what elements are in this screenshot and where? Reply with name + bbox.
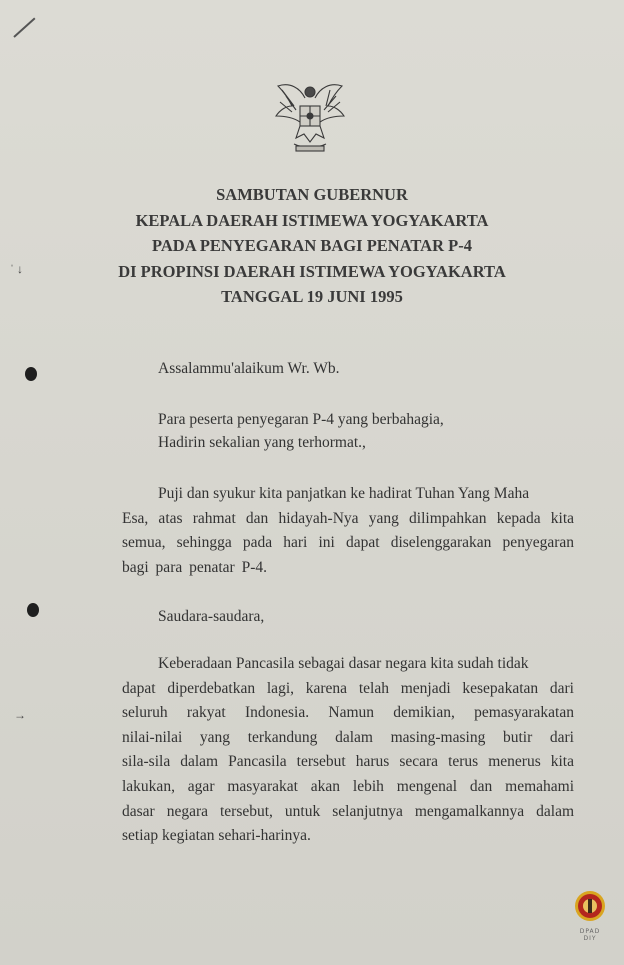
title-line: TANGGAL 19 JUNI 1995 <box>221 287 403 306</box>
title-line: PADA PENYEGARAN BAGI PENATAR P-4 <box>152 236 472 255</box>
paragraph-line: Puji dan syukur kita panjatkan ke hadirat Tuhan Yang Maha <box>158 485 530 502</box>
paragraph-line: dasar negara tersebut, untuk selanjutnya mengamalkannya dalam <box>122 802 574 820</box>
archive-seal-icon <box>573 889 607 923</box>
paragraph-line: seluruh rakyat Indonesia. Namun demikian, pemasyarakatan <box>122 704 574 722</box>
paragraph-opening <box>122 482 574 580</box>
paragraph-line: semua, sehingga pada hari ini dapat diselenggarakan penyegaran <box>122 534 574 551</box>
address-text: Saudara-saudara, <box>158 608 265 625</box>
staple-mark-icon: ˈ ↓ <box>10 262 23 276</box>
paragraph-line: sila-sila dalam Pancasila tersebut harus secara terus menerus kita <box>122 753 574 771</box>
salutation-text: Assalammu'alaikum Wr. Wb. <box>158 360 340 377</box>
paragraph-line: setiap kegiatan sehari-harinya. <box>122 827 311 845</box>
greeting <box>122 408 574 454</box>
speech-title <box>0 182 624 310</box>
staple-mark-icon: → <box>14 708 26 722</box>
greeting-line: Hadirin sekalian yang terhormat., <box>158 434 366 451</box>
punch-hole <box>25 367 37 381</box>
paragraph-line: bagi para penatar P-4. <box>122 558 267 576</box>
paragraph-line: dapat diperdebatkan lagi, karena telah menjadi kesepakatan dari <box>122 679 574 697</box>
paragraph-pancasila <box>122 652 574 849</box>
pen-mark <box>13 18 35 38</box>
title-line: SAMBUTAN GUBERNUR <box>216 185 408 204</box>
title-line: KEPALA DAERAH ISTIMEWA YOGYAKARTA <box>135 210 489 230</box>
stamp-line: DPAD <box>579 928 601 935</box>
stamp-line: DIY <box>583 935 597 942</box>
address <box>122 606 574 628</box>
garuda-emblem-icon <box>270 76 350 158</box>
paragraph-line: lakukan, agar masyarakat akan lebih mengenal dan memahami <box>122 777 574 795</box>
greeting-line: Para peserta penyegaran P-4 yang berbahagia, <box>158 411 444 428</box>
title-line: DI PROPINSI DAERAH ISTIMEWA YOGYAKARTA <box>118 261 506 281</box>
paragraph-line: Keberadaan Pancasila sebagai dasar negara kita sudah tidak <box>158 655 529 672</box>
paragraph-line: Esa, atas rahmat dan hidayah-Nya yang dilimpahkan kepada kita <box>122 509 574 527</box>
paragraph-line: nilai-nilai yang terkandung dalam masing-masing butir dari <box>122 728 574 746</box>
archive-stamp <box>570 889 610 945</box>
salutation <box>122 358 574 380</box>
punch-hole <box>27 603 39 617</box>
